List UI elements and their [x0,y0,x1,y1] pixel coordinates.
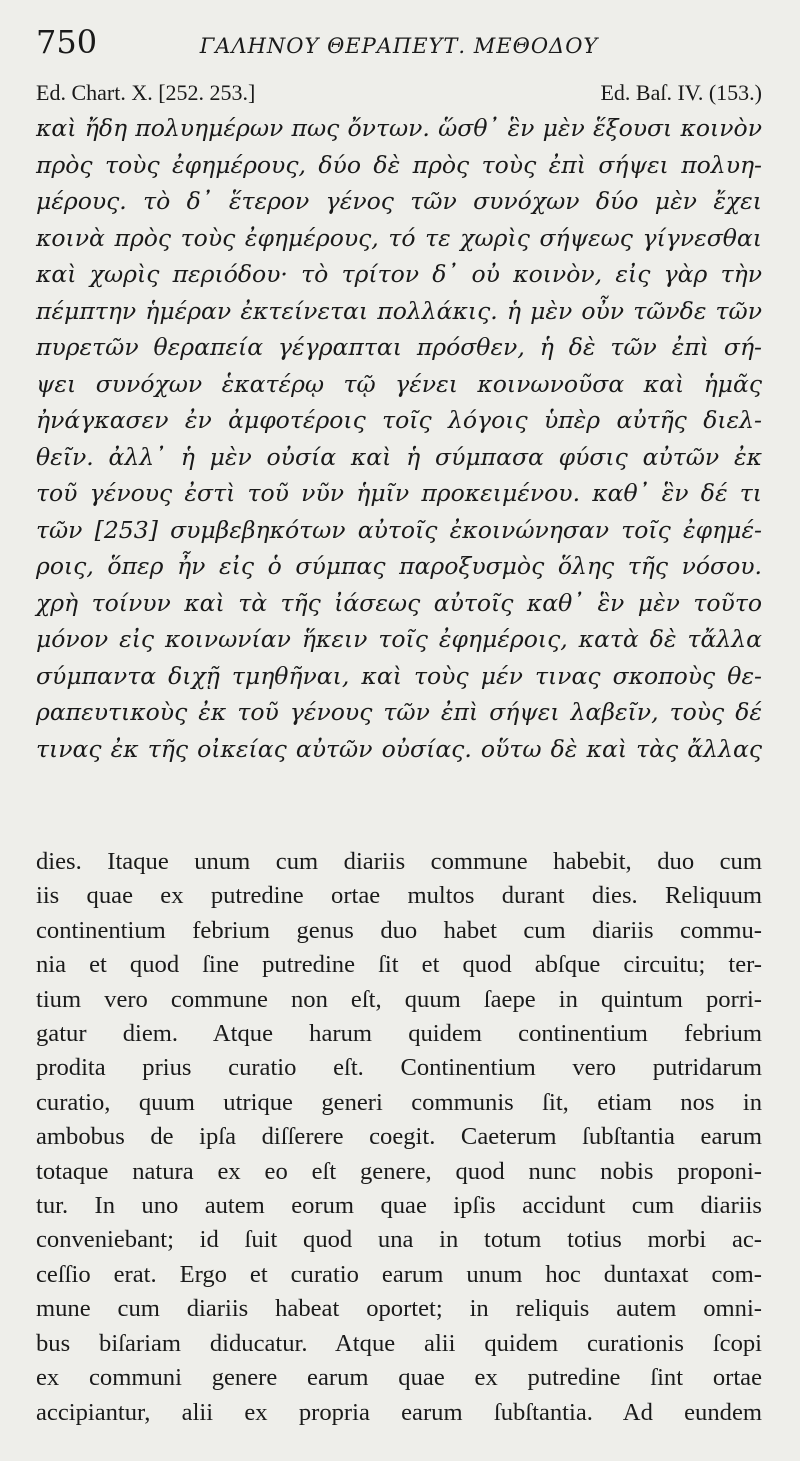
latin-line: bus biſariam diducatur. Atque alii quidem curationis ſcopi [36,1329,762,1357]
greek-line: πέμπτην ἡμέραν ἐκτείνεται πολλάκις. ἡ μὲν οὖν τῶνδε τῶν [36,296,762,325]
latin-line: ambobus de ipſa diſſerere coegit. Caeterum ſubſtantia earum [36,1123,762,1151]
greek-line: ραπευτικοὺς ἐκ τοῦ γένους τῶν ἐπὶ σήψει λαβεῖν, τοὺς δέ [36,698,762,726]
greek-line: πρὸς τοὺς ἐφημέρους, δύο δὲ πρὸς τοὺς ἐπὶ σήψει πολυη- [36,150,762,179]
latin-line: tur. In uno autem eorum quae ipſis accidunt cum diariis [36,1192,762,1220]
latin-line: accipiantur, alii ex propria earum ſubſtantia. Ad eundem [36,1398,762,1426]
running-head: ΓΑΛΗΝΟΥ ΘΕΡΑΠΕΥΤ. ΜΕΘΟΔΟΥ [199,34,599,58]
latin-text-block [36,845,762,1430]
latin-line: iis quae ex putredine ortae multos durant dies. Reliquum [36,882,762,910]
latin-line: nia et quod ſine putredine ſit et quod abſque circuitu; ter- [36,951,762,979]
greek-text-block [36,110,762,767]
latin-line: curatio, quum utrique generi communis ſit, etiam nos in [36,1088,762,1116]
page-header [36,0,762,61]
edition-reference-left: Ed. Chart. X. [252. 253.] [36,80,256,105]
greek-line: τοῦ γένους ἐστὶ τοῦ νῦν ἡμῖν προκειμένου. καθ᾽ ἓν δέ τι [36,479,762,507]
greek-line: ροις, ὅπερ ἦν εἰς ὁ σύμπας παροξυσμὸς ὅλης τῆς νόσου. [36,552,762,580]
greek-line: θεῖν. ἀλλ᾽ ἡ μὲν οὐσία καὶ ἡ σύμπασα φύσις αὐτῶν ἐκ [36,442,762,471]
greek-line: τῶν [253] συμβεβηκότων αὐτοῖς ἐκοινώνησαν τοῖς ἐφημέ- [36,515,762,544]
page-number: 750 [36,23,98,61]
latin-line: tium vero commune non eſt, quum ſaepe in quintum porri- [36,985,762,1013]
edition-references [36,82,762,104]
greek-line: χρὴ τοίνυν καὶ τὰ τῆς ἰάσεως αὐτοῖς καθ᾽ ἓν μὲν τοῦτο [36,588,762,617]
greek-line: ψει συνόχων ἑκατέρῳ τῷ γένει κοινωνοῦσα καὶ ἡμᾶς [36,369,762,398]
edition-reference-right: Ed. Baſ. IV. (153.) [600,80,762,105]
greek-line: κοινὰ πρὸς τοὺς ἐφημέρους, τό τε χωρὶς σήψεως γίγνεσθαι [36,223,762,252]
greek-line: ἠνάγκασεν ἐν ἀμφοτέροις τοῖς λόγοις ὑπὲρ αὐτῆς διελ- [36,406,762,434]
greek-line: μόνον εἰς κοινωνίαν ἥκειν τοῖς ἐφημέροις, κατὰ δὲ τἄλλα [36,625,762,653]
greek-line: πυρετῶν θεραπεία γέγραπται πρόσθεν, ἡ δὲ τῶν ἐπὶ σή- [36,333,762,361]
greek-line: καὶ ἤδη πολυημέρων πως ὄντων. ὥσθ᾽ ἓν μὲν ἕξουσι κοινὸν [36,114,762,142]
greek-line: μέρους. τὸ δ᾽ ἕτερον γένος τῶν συνόχων δύο μὲν ἔχει [36,187,762,215]
greek-line: τινας ἐκ τῆς οἰκείας αὐτῶν οὐσίας. οὕτω δὲ καὶ τὰς ἄλλας [36,734,762,763]
latin-line: dies. Itaque unum cum diariis commune habebit, duo cum [36,848,762,875]
greek-line: σύμπαντα διχῇ τμηθῆναι, καὶ τοὺς μέν τινας σκοποὺς θε- [36,661,762,690]
latin-line: gatur diem. Atque harum quidem continentium febrium [36,1020,762,1048]
latin-line: ceſſio erat. Ergo et curatio earum unum hoc duntaxat com- [36,1260,762,1288]
latin-line: ex communi genere earum quae ex putredine ſint ortae [36,1364,762,1392]
latin-line: mune cum diariis habeat oportet; in reliquis autem omni- [36,1295,762,1323]
latin-line: conveniebant; id ſuit quod una in totum totius morbi ac- [36,1226,762,1254]
latin-line: prodita prius curatio eſt. Continentium vero putridarum [36,1054,762,1082]
latin-line: continentium febrium genus duo habet cum diariis commu- [36,916,762,944]
latin-line: totaque natura ex eo eſt genere, quod nunc nobis proponi- [36,1157,762,1185]
greek-line: καὶ χωρὶς περιόδου· τὸ τρίτον δ᾽ οὐ κοινὸν, εἰς γὰρ τὴν [36,260,762,288]
